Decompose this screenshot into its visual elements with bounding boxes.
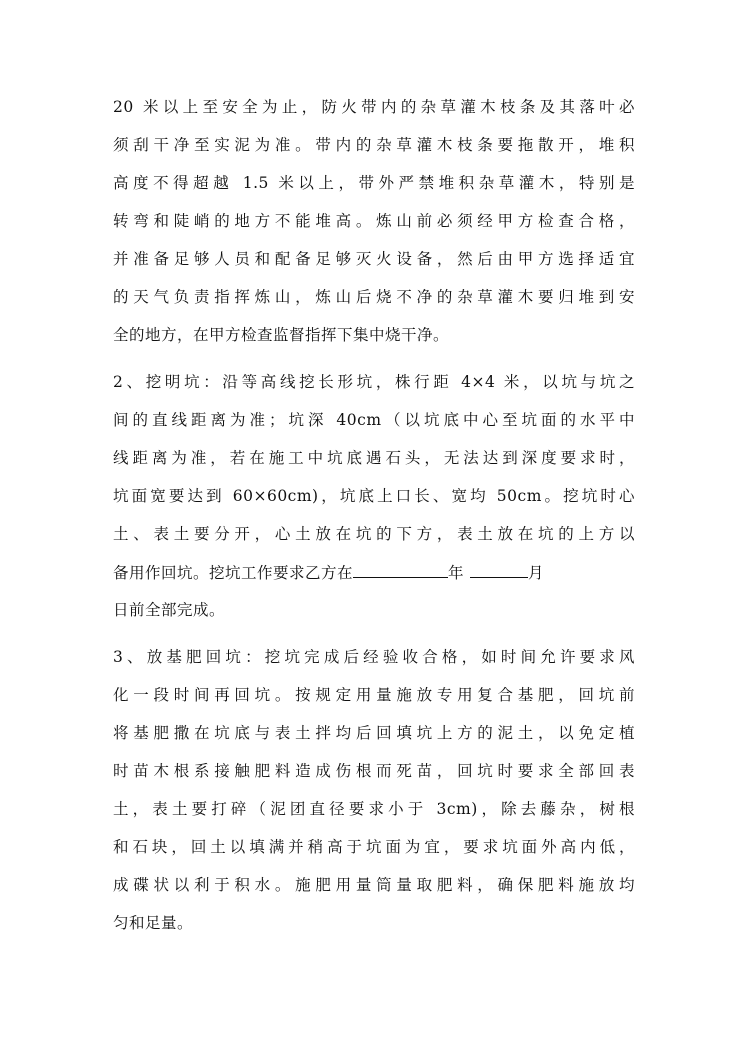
text-line: 化一段时间再回坑。按规定用量施放专用复合基肥，回坑前: [113, 686, 635, 704]
text-line: 并准备足够人员和配备足够灭火设备，然后由甲方选择适宜: [113, 250, 635, 268]
month-label: 月: [528, 564, 545, 582]
month-blank: [470, 560, 528, 578]
text-line: 匀和足量。: [113, 914, 194, 932]
text-line: 将基肥撒在坑底与表土拌均后回填坑上方的泥土，以免定植: [113, 724, 635, 742]
text-line: 成碟状以利于积水。施肥用量筒量取肥料，确保肥料施放均: [113, 876, 635, 894]
text-line: 的天气负责指挥炼山，炼山后烧不净的杂草灌木要归堆到安: [113, 288, 635, 306]
text-line: 时苗木根系接触肥料造成伤根而死苗，回坑时要求全部回表: [113, 762, 635, 780]
text-line: 和石块，回土以填满并稍高于坑面为宜，要求坑面外高内低，: [113, 838, 635, 856]
text-line: 3、放基肥回坑：挖坑完成后经验收合格，如时间允许要求风: [113, 648, 635, 666]
text-line: 坑面宽要达到 60×60cm)，坑底上口长、宽均 50cm。挖坑时心: [113, 487, 635, 505]
text-line: 线距离为准，若在施工中坑底遇石头，无法达到深度要求时，: [113, 449, 635, 467]
text-line: 高度不得超越 1.5 米以上，带外严禁堆积杂草灌木，特别是: [113, 174, 635, 192]
text-line: 2、挖明坑：沿等高线挖长形坑，株行距 4×4 米，以坑与坑之: [113, 373, 635, 391]
text-line: 间的直线距离为准；坑深 40cm（以坑底中心至坑面的水平中: [113, 411, 635, 429]
text-line: 日前全部完成。: [113, 601, 226, 619]
text-line: 土、表土要分开，心土放在坑的下方，表土放在坑的上方以: [113, 525, 635, 543]
fill-in-text: 备用作回坑。挖坑工作要求乙方在: [113, 564, 354, 582]
text-line: 土，表土要打碎（泥团直径要求小于 3cm)，除去藤杂，树根: [113, 800, 635, 818]
fill-in-line: [113, 560, 635, 584]
text-line: 全的地方，在甲方检查监督指挥下集中烧干净。: [113, 326, 450, 344]
text-line: 须刮干净至实泥为准。带内的杂草灌木枝条要拖散开，堆积: [113, 136, 635, 154]
year-label: 年: [448, 564, 465, 582]
text-line: 转弯和陡峭的地方不能堆高。炼山前必须经甲方检查合格，: [113, 212, 635, 230]
year-blank: [353, 560, 448, 578]
text-line: 20 米以上至安全为止，防火带内的杂草灌木枝条及其落叶必: [113, 98, 635, 116]
